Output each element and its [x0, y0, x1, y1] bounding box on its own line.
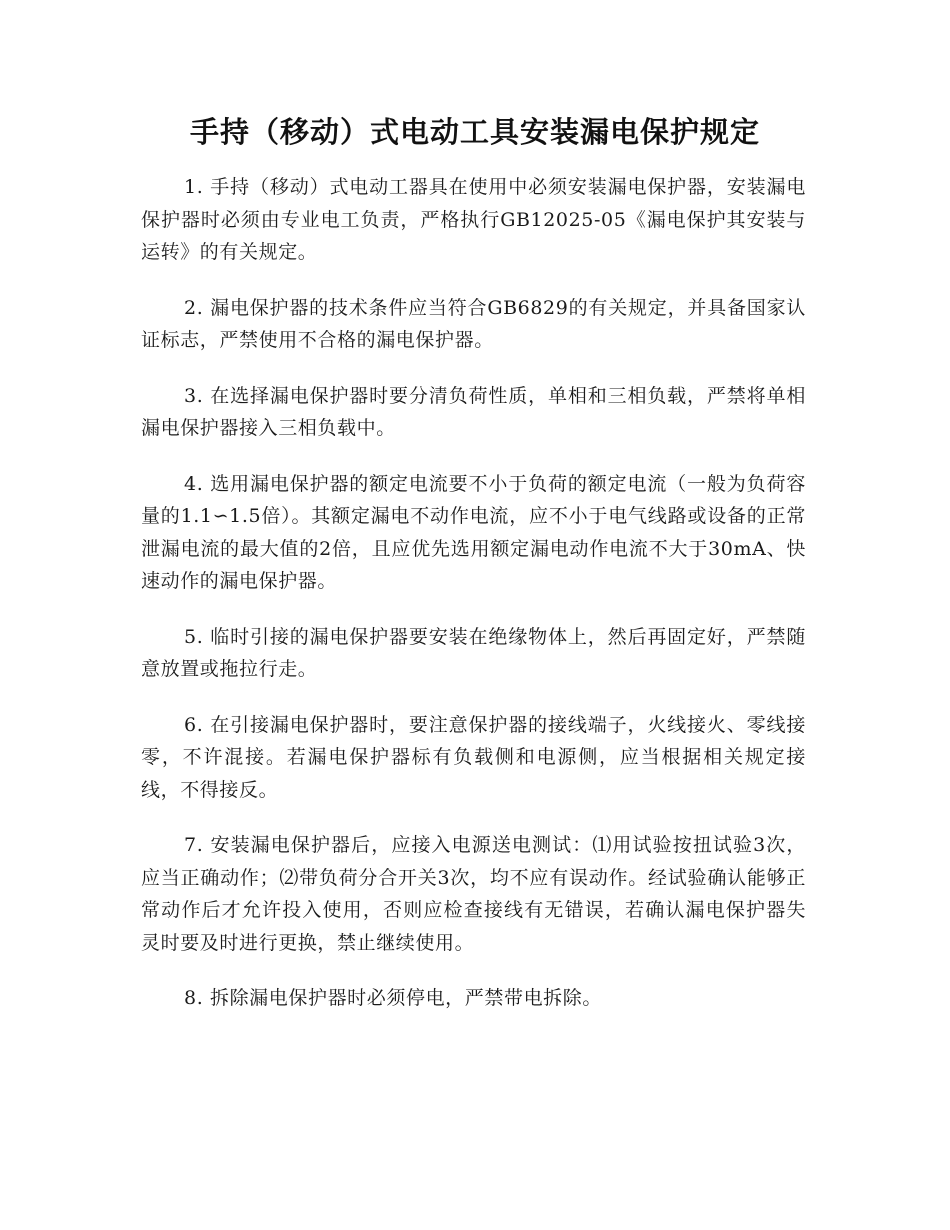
- paragraph-3: 3. 在选择漏电保护器时要分清负荷性质，单相和三相负载，严禁将单相漏电保护器接入三相负载中。: [141, 384, 806, 439]
- document-body: [141, 171, 806, 1038]
- document-title: 手持（移动）式电动工具安装漏电保护规定: [189, 115, 760, 149]
- paragraph-5: 5. 临时引接的漏电保护器要安装在绝缘物体上，然后再固定好，严禁随意放置或拖拉行走。: [141, 625, 806, 680]
- paragraph-8: 8. 拆除漏电保护器时必须停电，严禁带电拆除。: [184, 987, 602, 1009]
- paragraph-2: 2. 漏电保护器的技术条件应当符合GB6829的有关规定，并具备国家认证标志，严禁使用不合格的漏电保护器。: [141, 296, 806, 351]
- paragraph-7: 7. 安装漏电保护器后，应接入电源送电测试：⑴用试验按扭试验3次，应当正确动作；⑵带负荷分合开关3次，均不应有误动作。经试验确认能够正常动作后才允许投入使用，否则应检查接线有无错误，若确认漏电保护器失灵时要及时进行更换，禁止继续使用。: [141, 834, 806, 954]
- paragraph-4: 4. 选用漏电保护器的额定电流要不小于负荷的额定电流（一般为负荷容量的1.1∽1.5倍）。其额定漏电不动作电流，应不小于电气线路或设备的正常泄漏电流的最大值的2倍，且应优先选用额定漏电动作电流不大于30mA、快速动作的漏电保护器。: [141, 472, 806, 592]
- paragraph-6: 6. 在引接漏电保护器时，要注意保护器的接线端子，火线接火、零线接零，不许混接。若漏电保护器标有负载侧和电源侧，应当根据相关规定接线，不得接反。: [141, 713, 806, 801]
- paragraph-1: 1. 手持（移动）式电动工器具在使用中必须安装漏电保护器，安装漏电保护器时必须由专业电工负责，严格执行GB12025-05《漏电保护其安装与运转》的有关规定。: [141, 176, 806, 263]
